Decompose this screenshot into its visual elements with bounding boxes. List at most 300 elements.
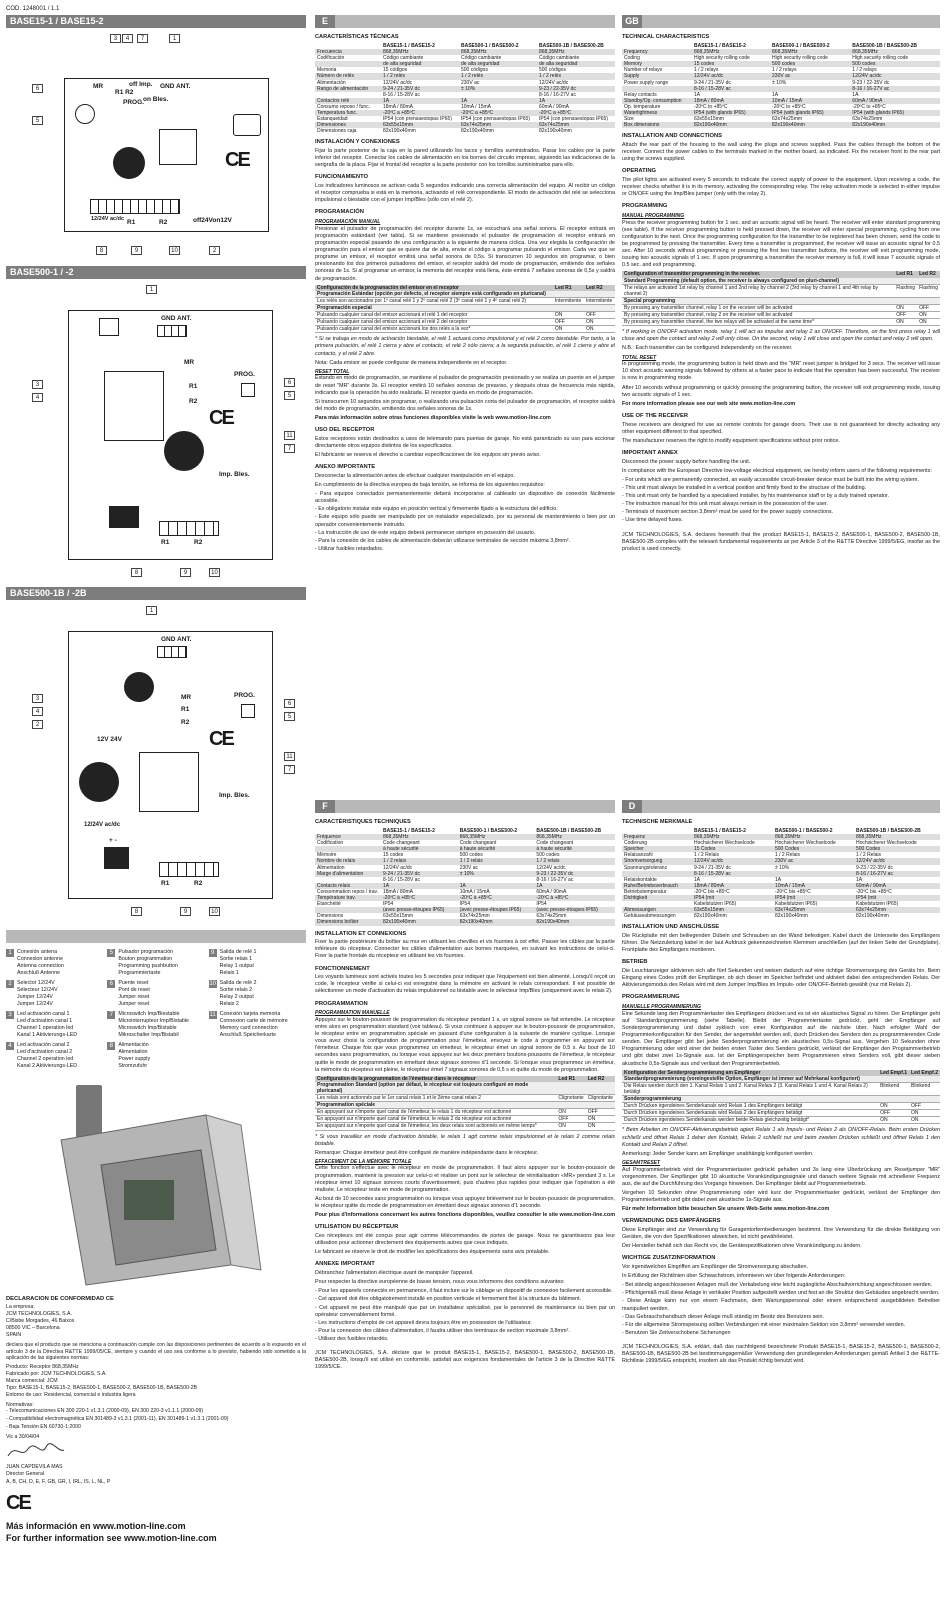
component-legend (6, 949, 306, 1070)
tech-cell: 868,35MHz (773, 834, 854, 840)
tech-cell: 1 / 2 relés (459, 73, 537, 79)
tech-cell: IP54 (with glands IP65) (770, 110, 850, 116)
legend-number: 9 (209, 949, 217, 957)
annex-list (315, 491, 615, 554)
tech-cell: Standby/Op. consumption (622, 98, 692, 104)
callout: 10 (209, 568, 220, 577)
signer-name: JUAN CAPDEVILA MAS (6, 1463, 63, 1470)
tech-cell: Alimentación (317, 79, 346, 86)
tech-cell: 12/24V ac/dc (854, 858, 940, 864)
tech-cell: 230V ac (773, 858, 854, 864)
prog-button (241, 383, 255, 397)
programming-title: PROGRAMMIERUNG (622, 994, 680, 1001)
legend-line: Pont de reset (118, 986, 150, 993)
legend-line: Connexion antenne (17, 955, 63, 962)
tech-cell: (avec presse-étoupes IP65) (534, 907, 615, 913)
legend-text (220, 980, 257, 1008)
programming-note-2: Remarque: Chaque émetteur peut être configuré de manière indépendante dans le récepteur. (315, 1149, 539, 1156)
prog-cell: OFF (584, 312, 615, 319)
tech-row (315, 871, 615, 877)
prog-cell: Standardprogrammierung (voreingestellte Option, Empfänger ist immer auf Mehrkanal konfiguriert) (622, 1076, 878, 1083)
tech-cell: 63x74x25mm (459, 122, 537, 128)
polarity-label: + - (109, 837, 117, 844)
tech-cell: 63x55x15mm (692, 907, 773, 913)
tech-cell: 82x190x40mm (383, 128, 416, 135)
tech-cell: Dimensions (317, 913, 344, 920)
legend-line: Puente reset (118, 979, 149, 986)
tech-cell: 12/24V ac/dc (692, 73, 770, 79)
reset-text-2: Vergehen 10 Sekunden ohne Programmierung oder wird kurz der Programmiertaster gedrückt, verlässt der Empfänger den Programmierbetrieb und gibt dabei zwei akustische 1s-Signale aus. (622, 1189, 940, 1204)
language-bar (315, 800, 615, 813)
prog-row (622, 1082, 940, 1095)
tech-cell: Dimensiones caja (317, 128, 357, 135)
more-info: Für mehr Information bitte besuchen Sie unsere Web-Seite www.motion-line.com (622, 1206, 830, 1213)
reset-text: Estando en modo de programación, se mantiene el pulsador de programación presionado y se realiza un puente en el jumper de reset "MR" durante 3s. El receptor emitirá 10 señales sonoras de preaviso, y después otras de frecuencia más rápida, indicando que la operación ha sido realizada. El receptor queda en modo de programación. (315, 375, 615, 396)
use-title: UTILISATION DU RÉCEPTEUR (315, 1224, 399, 1231)
tech-cell: de alta seguridad (459, 61, 537, 67)
annex-item: - Pour la connexion des câbles d'alimentation, il faudra utiliser des terminaux de section maximale 3,8mm². (315, 1328, 615, 1335)
pcb-base500b (68, 631, 273, 899)
tech-title: TECHNICAL CHARACTERISTICS (622, 34, 710, 40)
callout: 11 (284, 431, 295, 440)
tech-cell: Relay contacts (624, 91, 657, 98)
language-bar (622, 800, 940, 813)
r1-label: R1 (127, 219, 136, 226)
tech-cell: Rango de alimentación (315, 86, 381, 92)
tech-cell: 1 / 2 Relais (774, 852, 800, 859)
prog-cell: ON (909, 1110, 940, 1117)
prog-cell: ON (909, 1117, 940, 1124)
callout: 3 (32, 694, 43, 703)
prog-head-cell: Led R2 (586, 1076, 615, 1082)
pcb-base15 (64, 78, 269, 232)
callout: 10 (169, 246, 180, 255)
tech-cell: 10mA / 15mA (773, 883, 854, 889)
section-english (622, 15, 940, 800)
legend-text (220, 949, 257, 977)
prog-row (315, 312, 615, 319)
tech-cell: 12/24V ac/dc (539, 79, 569, 86)
legend-item (107, 1042, 204, 1070)
tech-cell: 8-16 / 15-28V ac (383, 876, 420, 883)
tech-cell: 10mA / 15mA (459, 888, 490, 895)
tech-cell: 1A (381, 98, 459, 104)
mr-label: MR (184, 359, 195, 366)
tech-head-cell: BASE500-1 / BASE500-2 (772, 43, 830, 49)
legend-number: 2 (6, 980, 14, 988)
prog-cell: ON (586, 1123, 615, 1130)
tech-cell: 1 / 2 relays (772, 67, 797, 74)
tech-cell: Watertightness (622, 110, 692, 116)
tech-cell: 60mA / 90mA (854, 883, 940, 889)
programming-table (622, 1070, 940, 1125)
prog-row (622, 1110, 940, 1117)
legend-line: Salida de relé 2 (219, 979, 257, 986)
legend-line: Alimentación (118, 1041, 149, 1048)
prog-row (622, 319, 940, 326)
tech-cell: 60mA / 90mA (536, 888, 567, 895)
use-text-2: Le fabricant se réserve le droit de modifier les spécifications des équipements sans avis préalable. (315, 1249, 550, 1256)
legend-number: 10 (209, 980, 216, 987)
prog-cell: Los relés son accionados por 1º canal relé 1 y 2º canal relé 2 (3º canal relé 1 y 4º canal relé 2) (315, 297, 553, 304)
prog-cell: Flashing (917, 284, 940, 297)
callout: 1 (146, 606, 157, 615)
annex-item: - This unit must only be handled by a specialised installer, by his maintenance staff or by a duly trained operator. (622, 493, 940, 500)
supply-label: 12/24V ac/dc (84, 822, 121, 828)
reset-title: EFFACEMENT DE LA MÉMOIRE TOTALE (315, 1158, 412, 1165)
ce-mark: CE (209, 407, 233, 429)
tech-cell: 82x190x40mm (693, 913, 727, 920)
language-code: E (315, 15, 335, 28)
operation-title: OPERATING (622, 168, 657, 175)
prog-cell (556, 1102, 585, 1109)
jcm-declaration: JCM TECHNOLOGIES, S.A. erklärt, daß das nachfolgend bezeichnete Produkt BASE15-1, BASE15-2, BASE500-1, BASE500-2, BASE500-1B, BASE500-2B bei bestimmungsgemäßer Verwendung den grundlegenden Anforderungen gemäß Artikel 3 der R&TTE-Richtlinie 1999/5/EG entspricht, insofern als das Produkt richtig benutzt wird. (622, 1344, 940, 1365)
tech-cell: 82x190x40mm (774, 913, 808, 920)
tech-cell: 82x190x40mm (850, 122, 940, 128)
tech-title: TECHNISCHE MERKMALE (622, 819, 693, 825)
prog-label: PROG. (123, 99, 144, 106)
callout: 3 (32, 380, 43, 389)
use-text: Ces récepteurs ont été conçus pour agir comme télécommandes de portes de garage. Nous ne garantissons pas leur utilisation pour actionner directement des équipements autres que ceux indiqués. (315, 1233, 615, 1247)
prog-head-cell: Led Empf.2 (911, 1069, 938, 1076)
tech-cell: Code changeant (536, 840, 574, 847)
tech-cell: Fréquence (315, 834, 381, 840)
tech-cell: Power supply range (624, 79, 669, 86)
legend-item (209, 1011, 306, 1039)
r2-label: R2 (159, 219, 168, 226)
more-info: Para más información sobre otras funciones disponibles visite la web www.motion-line.com (315, 415, 551, 422)
prog-row (315, 1109, 615, 1116)
prog-cell: ON (584, 319, 615, 326)
legend-line: Microswitch Imp/Biestable (118, 1010, 180, 1017)
tech-cell: 82x190x40mm (692, 122, 770, 128)
r1-label: R1 (189, 383, 198, 390)
tech-cell: 1 / 2 relés (537, 73, 615, 79)
chip (99, 318, 119, 336)
prog-cell (878, 1096, 909, 1103)
legend-line: Relais 1 (219, 969, 239, 976)
prog-head-cell: Led R1 (894, 271, 917, 277)
tech-cell: ± 10% (458, 871, 535, 877)
r1b-label: R1 (161, 880, 170, 887)
legend-text (17, 980, 58, 1008)
tech-cell: 1A (534, 883, 615, 889)
more-info: For more information please see our web site www.motion-line.com (622, 400, 796, 407)
tech-cell: Temperatura func. (315, 110, 381, 116)
legend-line: Kanal 2 Aktivierungs-LED (17, 1062, 78, 1069)
prog-cell: Clignotante (587, 1095, 613, 1102)
declaration-text: declara que el producto que se menciona a continuación cumple con las disposiciones pertinentes de acuerdo a lo expuesto en el artículo 3 de la Directiva R&TTE 1999/05/CE, siempre y cuando el uso sea conforme a lo previsto, habiendo sido sometido a la aplicación de las siguientes normas: (6, 1341, 306, 1362)
tech-cell: 8-16 / 16-27V ac (539, 91, 576, 98)
tech-cell: 9-24 / 21-35V dc (381, 871, 458, 877)
legend-text (118, 980, 150, 1008)
prog-row (315, 1116, 615, 1123)
callout: 10 (209, 907, 220, 916)
tech-cell: Supply (622, 73, 692, 79)
install-text: Fixer la partie postérieure du boîtier au mur en utilisant les chevilles et vis fournies à cet effet. Passer les câbles par la partie inférieure du récepteur. Connecter les câbles d'alimentation aux bornes marquées, en suivant les instructions de celui-ci. Fixer la partie frontale du récepteur en utilisant les vis fournies. (315, 939, 615, 960)
prog-cell (894, 297, 917, 304)
tech-cell: Hochsicherer Wechselcode (855, 840, 917, 847)
operation-title: FONCTIONNEMENT (315, 965, 370, 972)
tech-cell: 500 codes (770, 61, 850, 67)
tech-cell: 63x74x25mm (537, 122, 615, 128)
r2-label: R2 (181, 719, 190, 726)
tech-cell: 1A (772, 91, 779, 98)
prog-cell: Pulsando cualquier canal del emisor accionará el relé 1 del receptor (315, 312, 553, 319)
tech-cell: 868,35MHz (692, 49, 770, 55)
tech-cell: Alimentation (317, 864, 345, 871)
prog-cell (917, 278, 940, 285)
tech-cell: 82x190x40mm (770, 122, 850, 128)
callout: 6 (284, 699, 295, 708)
callout: 5 (284, 712, 295, 721)
tech-cell: 9-24 / 21-35V dc (693, 864, 731, 871)
legend-line: Microinterrupteur Imp/Bistable (118, 1017, 189, 1024)
tech-cell: 10mA / 15mA (461, 103, 492, 110)
prog-cell: ON (553, 326, 584, 333)
callout: 5 (284, 391, 295, 400)
annex-item: - This unit must always be installed in a vertical position and firmly fixed to the structure of the building. (622, 485, 940, 492)
operation-title: FUNCIONAMIENTO (315, 174, 369, 181)
declaration-of-conformity (6, 1296, 306, 1487)
section-german (622, 800, 940, 1605)
tech-cell: Código cambiante (383, 55, 424, 62)
tech-cell: Consumo reposo / func. (317, 103, 371, 110)
legend-item (209, 980, 306, 1008)
annex-item: - Es obligatorio instalar este equipo en posición vertical y firmemente fijado a la estructura del edificio. (315, 506, 615, 513)
tech-cell: 63x74x25mm (459, 913, 490, 920)
tech-row (622, 122, 940, 128)
annex-item: - Utilizar fusibles retardados. (315, 546, 615, 553)
column-gb-de (622, 0, 940, 1610)
prog-label: PROG. (234, 692, 255, 699)
prog-cell: OFF (909, 1103, 940, 1110)
tech-cell: Relaiskontakte (624, 876, 657, 883)
tech-cell: -20ºC a +85ºC (381, 110, 459, 116)
prog-cell (584, 291, 615, 298)
prog-cell: ON (556, 1109, 585, 1116)
more-info: Pour plus d'informations concernant les autres fonctions disponibles, veuillez consulter le site www.motion-line.com (315, 1212, 615, 1219)
prog-cell: Die Relais werden durch den 1. Kanal Relais 1 und 2. Kanal Relais 2 (3. Kanal Relais 1 und 4. Kanal Relais 2) betätigt (622, 1082, 878, 1095)
prog-cell: The relays are activated 1st relay by channel 1 and 2nd relay by channel 2 (3rd relay by channel 1 and 4th relay by channel 2) (622, 284, 894, 297)
tech-cell: 1 / 2 relais (534, 858, 615, 864)
tech-cell: 8-16 / 16-27V ac (536, 876, 574, 883)
annex-item: - For units which are permanently connected, an easily accessible circuit-breaker device must be built into the wiring system. (622, 477, 940, 484)
tech-cell: IP54 (with glands IP65) (850, 110, 940, 116)
gnd-ant-label: GND ANT. (160, 83, 191, 90)
prog-cell: ON (553, 312, 584, 319)
prog-row (622, 278, 940, 285)
tech-head-cell: BASE15-1 / BASE15-2 (383, 828, 435, 834)
tech-cell: 9-23 / 22-35V dc (534, 871, 615, 877)
tech-cell: High security rolling code (772, 55, 828, 62)
tech-cell: 1 / 2 relais (381, 858, 458, 864)
product-line: Producto: Receptor 868,35MHz (6, 1364, 79, 1371)
legend-line: Selector 12/24V (17, 979, 55, 986)
tech-cell: 63x74x25mm (852, 116, 883, 123)
tech-cell: 868,35MHz (537, 49, 615, 55)
callout: 1 (146, 285, 157, 294)
relay (159, 129, 197, 165)
prog-cell: Durch Drücken irgendeines Senderkanals wird Relais 1 des Empfängers betätigt (622, 1103, 878, 1110)
legend-line: Salida de relé 1 (219, 949, 257, 955)
prog-cell: Les relais sont actionnés par le 1er canal relais 1 et le 2ème canal relais 2 (315, 1095, 556, 1102)
prog-cell: Pulsando cualquier canal del emisor accionará los dos relés a la vez* (315, 326, 553, 333)
tech-cell: Betriebstemperatur (624, 888, 667, 895)
language-code: GB (622, 15, 642, 28)
tech-cell: (avec presse-étoupes IP65) (381, 907, 458, 913)
crystal (233, 114, 261, 136)
annex-item: - Para la conexión de los cables de alimentación deberán utilizarse terminales de sección máxima 3,8mm². (315, 538, 615, 545)
legend-text (220, 1011, 288, 1039)
tech-cell: 9-24 / 21-35V dc (693, 79, 731, 86)
tech-head-cell: BASE15-1 / BASE15-2 (693, 828, 746, 834)
legend-line: Conexión antena (17, 949, 58, 955)
callout: 8 (131, 568, 142, 577)
programming-table (315, 1076, 615, 1131)
prog-cell: Flashing (894, 284, 917, 297)
legend-number: 8 (107, 1042, 115, 1050)
prog-cell (586, 1102, 615, 1109)
tech-cell: IP54 (459, 901, 470, 908)
legend-line: Led d'activation canal 2 (17, 1048, 73, 1055)
tech-row (315, 128, 615, 134)
tech-table (315, 43, 615, 134)
tech-cell: Coding (624, 55, 640, 62)
tech-cell: -20ºC bis +85ºC (774, 888, 811, 895)
tech-cell: 500 códigos (461, 67, 488, 74)
tech-cell: 1A (381, 883, 458, 889)
tech-cell: 63x74x25mm (854, 907, 940, 913)
tech-cell: Dimensiones (315, 122, 381, 128)
tech-cell: Spannungstoleranz (624, 864, 668, 871)
annex-item: - Terminals of maximum section 3,8mm² must be used for the power supply connections. (622, 509, 940, 516)
tech-cell: 63x55x15mm (381, 122, 459, 128)
language-code: F (315, 800, 335, 813)
tech-cell: Número de relés (315, 73, 381, 79)
tech-cell: Contactos relé (315, 98, 381, 104)
tech-cell: 500 Codes (773, 846, 854, 852)
board-title-base500b: BASE500-1B / -2B (6, 587, 306, 600)
r2-label: R2 (189, 398, 198, 405)
legend-line: Antenna connection (17, 962, 64, 969)
tech-cell: Kabelstutzen IP65) (774, 901, 818, 908)
legend-line: Sortie relais 2 (219, 986, 253, 993)
callout: 9 (180, 568, 191, 577)
tech-cell: 82x190x40mm (461, 128, 494, 135)
tech-cell: -20ºC bis +85ºC (693, 888, 730, 895)
prog-cell: By pressing any transmitter channel, the two relays will be activated at the same time* (622, 319, 894, 326)
legend-line: Relay 1 output (219, 962, 254, 969)
tech-cell: 1 / 2 relés (381, 73, 459, 79)
annex-item: - La instrucción de uso de este equipo deberá permanecer siempre en posesión del usuario. (315, 530, 615, 537)
tech-cell: 1A (855, 876, 863, 883)
tech-row (315, 919, 615, 925)
annex-item: - Pour les appareils connectés en permanence, il faut inclure sur le câblage un dispositif de connexion facilement accessible. (315, 1288, 615, 1295)
tech-head-cell: BASE500-1B / BASE500-2B (855, 828, 921, 834)
prog-cell: OFF (878, 1110, 909, 1117)
legend-item (6, 1042, 103, 1070)
relay-terminals (159, 521, 219, 536)
legend-item (6, 949, 103, 977)
tech-title: CARACTÉRISTIQUES TECHNIQUES (315, 819, 411, 825)
tech-cell: 8-16 / 15-28V ac (692, 871, 773, 877)
tech-cell: IP54 (with glands IP65) (692, 110, 770, 116)
tech-title: CARACTERÍSTICAS TÉCNICAS (315, 34, 399, 40)
board-diagram-base500b (6, 604, 306, 924)
tech-cell: 500 codes (536, 852, 560, 859)
annex-list (315, 1288, 615, 1344)
prog-row (622, 304, 940, 311)
prog-row (622, 1096, 940, 1103)
capacitor (124, 672, 154, 702)
operation-text: The pilot lights are activated every 5 seconds to indicate the correct supply of power to the equipment. Upon receiving a code, the receiver checks whether it is in its memory, activating the corresponding relay. The relay activation mode is selected in either impulse or ON/OFF using the Imp/Bles jumper (only with the relay 2). (622, 176, 940, 198)
legend-line: Channel 2 operation led (17, 1055, 74, 1062)
voltage-label: 12V 24V (97, 736, 122, 743)
callout: 4 (122, 34, 133, 43)
tech-cell: 8-16 / 16-27V ac (854, 871, 940, 877)
tech-cell: Contacts relais (315, 883, 381, 889)
legend-number: 6 (107, 980, 115, 988)
relay (104, 371, 164, 441)
prog-head-cell: Led R2 (917, 271, 940, 277)
prog-cell: En appuyant sur n'importe quel canal de l'émetteur, le relais 2 du récepteur est actionné (315, 1116, 556, 1123)
tech-cell: Code changeant (459, 840, 497, 847)
annex-title: IMPORTANT ANNEX (622, 449, 678, 456)
prog-cell (894, 278, 917, 285)
norm-item: - Compatibilidad electromagnética EN 301489-3 v1.3.1 (2001-11), EN 301489-1 v1.3.1 (2001-09) (6, 1416, 306, 1423)
tech-cell: 500 codes (459, 852, 483, 859)
legend-item (107, 949, 204, 977)
programming-subtitle: MANUAL PROGRAMMING (622, 212, 685, 219)
ce-mark: CE (209, 728, 233, 750)
tech-cell: 868,35MHz (381, 49, 459, 55)
tech-row (622, 913, 940, 919)
tech-cell: -20ºC bis +85ºC (855, 888, 892, 895)
product-line: Entorno de uso: Residencial, comercial e industria ligera (6, 1391, 136, 1398)
jumper-label: off24Von12V (193, 217, 232, 224)
prog-cell: Programmation Standard (option par défaut, le récepteur est toujours configuré en mode pluricanal) (315, 1082, 556, 1095)
product-photo (6, 1080, 306, 1290)
prog-head-cell: Led R2 (584, 285, 615, 291)
prog-cell: Durch Drücken irgendeines Senderkanals werden beide Relais gleichzeitig betätigt* (622, 1117, 878, 1124)
tech-cell: 60mA / 90mA (850, 98, 940, 104)
annex-item: - Este equipo sólo puede ser manipulado por un instalador especializado, por su personal de mantenimiento o bien por un operador convenientemente instruido. (315, 514, 615, 528)
prog-row (315, 1102, 615, 1109)
reset-title: RESET TOTAL (315, 368, 350, 375)
annex-item: - Pflichtgemäß muß diese Anlage in vertikaler Position aufgestellt werden und fest an die Struktur des Gebäudes angebracht werden. (622, 1290, 940, 1297)
tech-head-cell: BASE500-1 / BASE500-2 (774, 828, 833, 834)
tech-cell: Code changeant (383, 840, 420, 847)
signature (6, 1441, 66, 1461)
legend-line: Sélecteur 12/24V (17, 986, 58, 993)
tech-cell: à haute sécurité (534, 846, 615, 852)
prog-row (315, 291, 615, 298)
callout: 6 (284, 378, 295, 387)
callout: 7 (284, 444, 295, 453)
tech-cell: Kabelstutzen IP65) (855, 901, 899, 908)
buzzer (113, 147, 145, 179)
prog-cell (917, 297, 940, 304)
tech-head-cell: BASE500-1B / BASE500-2B (852, 43, 918, 49)
tech-row (315, 86, 615, 92)
tech-cell: 18mA / 80mA (383, 888, 414, 895)
legend-text (118, 949, 177, 977)
legend-item (107, 1011, 204, 1039)
tech-cell: 60mA / 90mA (539, 103, 570, 110)
footer-more-info-es: Más información en www.motion-line.com (6, 1520, 186, 1531)
tech-cell: 1 / 2 relays (852, 67, 877, 74)
